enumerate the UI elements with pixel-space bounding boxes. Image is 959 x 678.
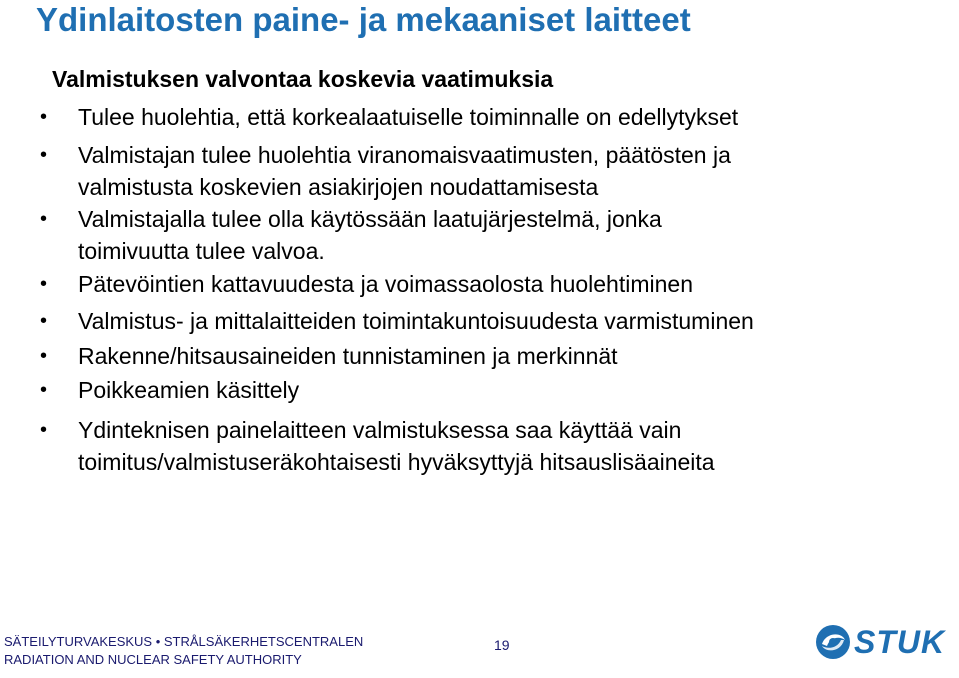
slide-title: Ydinlaitosten paine- ja mekaaniset laitteet	[36, 1, 691, 38]
bullet-dot: •	[40, 273, 48, 295]
slide-subtitle: Valmistuksen valvontaa koskevia vaatimuksia	[52, 66, 554, 92]
bullet-dot: •	[40, 345, 48, 367]
bullet-text: Pätevöintien kattavuudesta ja voimassaolosta huolehtiminen	[78, 271, 693, 297]
bullet-dot: •	[40, 144, 48, 166]
footer-organization-name: SÄTEILYTURVAKESKUS • STRÅLSÄKERHETSCENTRALEN	[4, 634, 364, 649]
stuk-logo	[814, 622, 946, 662]
bullet-text: Poikkeamien käsittely	[78, 377, 300, 403]
footer-organization-english: RADIATION AND NUCLEAR SAFETY AUTHORITY	[4, 652, 302, 667]
bullet-dot: •	[40, 106, 48, 128]
bullet-dot: •	[40, 379, 48, 401]
bullet-text: Valmistajalla tulee olla käytössään laatujärjestelmä, jonka toimivuutta tulee valvoa.	[78, 206, 662, 264]
bullet-text: Valmistus- ja mittalaitteiden toimintakuntoisuudesta varmistuminen	[78, 308, 754, 334]
bullet-text: Ydinteknisen painelaitteen valmistuksessa saa käyttää vain toimitus/valmistuseräkohtaisesti hyväksyttyjä hitsauslisäaineita	[78, 417, 715, 475]
stuk-swirl-logo-icon	[814, 622, 852, 662]
bullet-text: Rakenne/hitsausaineiden tunnistaminen ja merkinnät	[78, 343, 618, 369]
bullet-text: Tulee huolehtia, että korkealaatuiselle toiminnalle on edellytykset	[78, 104, 739, 130]
bullet-dot: •	[40, 208, 48, 230]
page-number: 19	[494, 637, 510, 653]
bullet-dot: •	[40, 310, 48, 332]
bullet-dot: •	[40, 419, 48, 441]
bullet-text: Valmistajan tulee huolehtia viranomaisvaatimusten, päätösten ja valmistusta koskevien asiakirjojen noudattamisesta	[78, 142, 731, 200]
logo-wordmark: STUK	[854, 624, 946, 660]
